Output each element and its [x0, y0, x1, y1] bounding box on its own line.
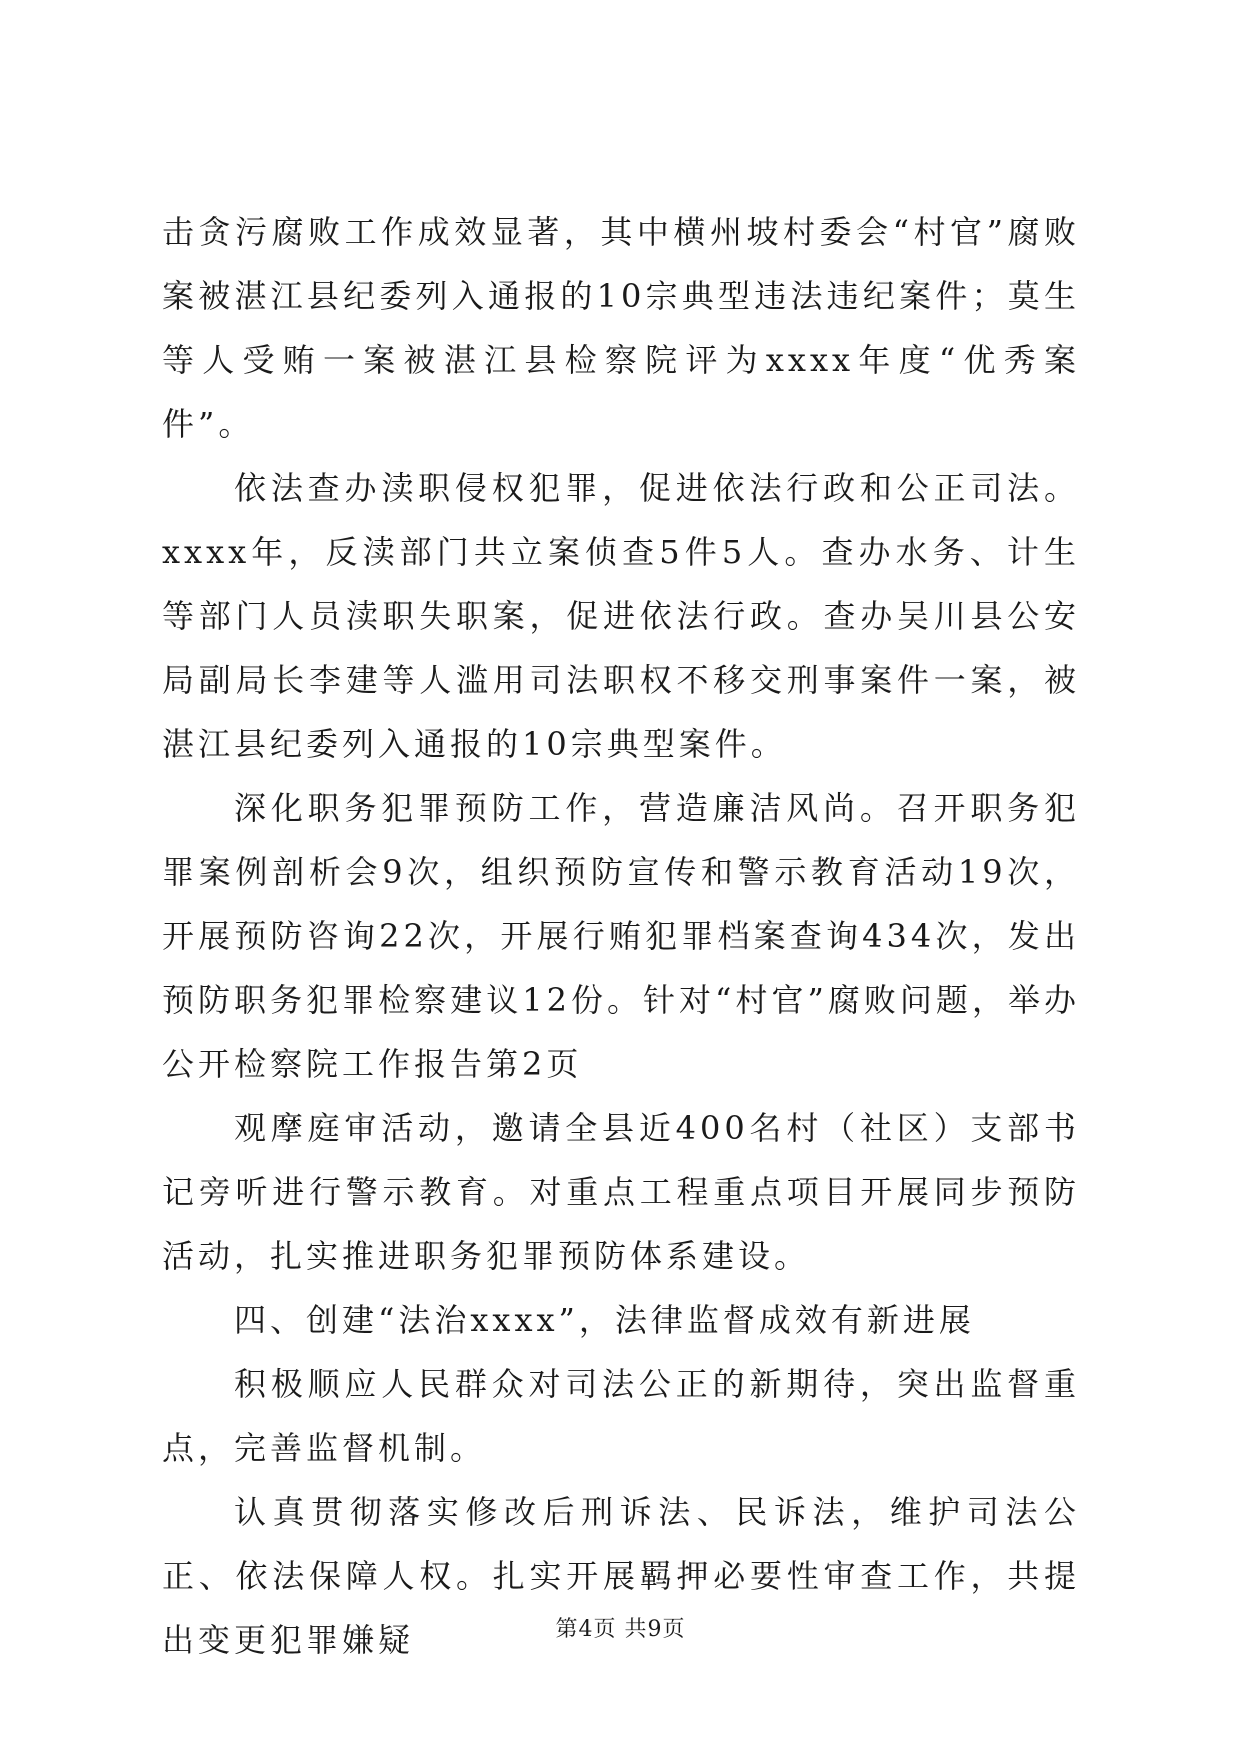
paragraph-1: 击贪污腐败工作成效显著，其中横州坡村委会“村官”腐败案被湛江县纪委列入通报的10宗典型违法违纪案件；莫生等人受贿一案被湛江县检察院评为xxxx年度“优秀案件”。 [162, 213, 1080, 443]
page-footer: 第4页 共9页 [555, 1617, 686, 1642]
paragraph-5: 积极顺应人民群众对司法公正的新期待，突出监督重点，完善监督机制。 [162, 1365, 1080, 1467]
section-heading: 四、创建“法治xxxx”，法律监督成效有新进展 [234, 1301, 975, 1339]
paragraph-3: 深化职务犯罪预防工作，营造廉洁风尚。召开职务犯罪案例剖析会9次，组织预防宣传和警示教育活动19次，开展预防咨询22次，开展行贿犯罪档案查询434次，发出预防职务犯罪检察建议12份。针对“村官”腐败问题，举办公开检察院工作报告第2页 [162, 789, 1080, 1083]
document-body [162, 200, 1080, 1672]
paragraph-4: 观摩庭审活动，邀请全县近400名村（社区）支部书记旁听进行警示教育。对重点工程重点项目开展同步预防活动，扎实推进职务犯罪预防体系建设。 [162, 1109, 1080, 1275]
paragraph-2: 依法查办渎职侵权犯罪，促进依法行政和公正司法。xxxx年，反渎部门共立案侦查5件5人。查办水务、计生等部门人员渎职失职案，促进依法行政。查办吴川县公安局副局长李建等人滥用司法职权不移交刑事案件一案，被湛江县纪委列入通报的10宗典型案件。 [162, 469, 1080, 763]
paragraph-6: 认真贯彻落实修改后刑诉法、民诉法，维护司法公正、依法保障人权。扎实开展羁押必要性审查工作，共提出变更犯罪嫌疑 [162, 1493, 1080, 1659]
